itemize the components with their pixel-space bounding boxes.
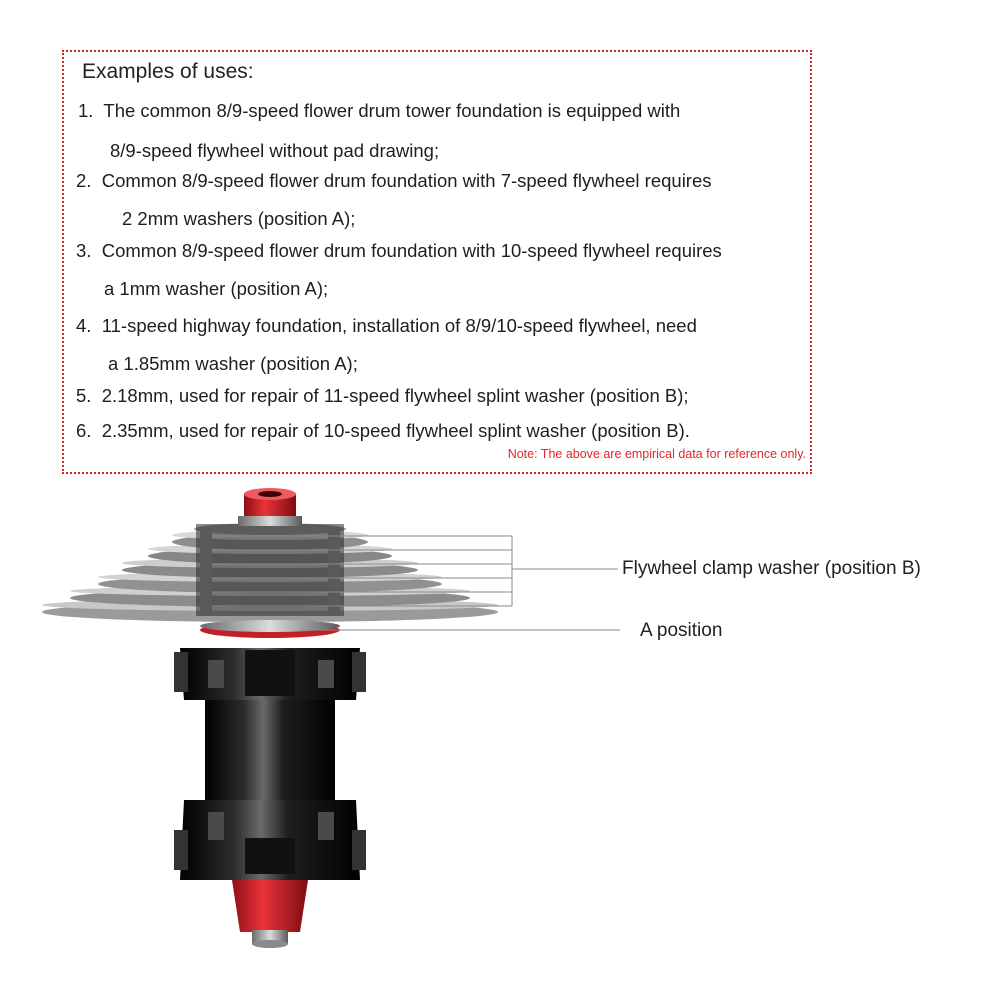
item-4-line-1: 4. 11-speed highway foundation, installation of 8/9/10-speed flywheel, need — [76, 315, 697, 336]
locknut-top — [238, 488, 302, 526]
cassette-cogs — [42, 523, 498, 622]
label-position-b: Flywheel clamp washer (position B) — [622, 558, 921, 579]
item-6-line-1: 6. 2.35mm, used for repair of 10-speed flywheel splint washer (position B). — [76, 420, 690, 441]
hub-cassette-diagram — [0, 478, 1000, 1000]
item-2-line-2: 2 2mm washers (position A); — [122, 208, 356, 229]
item-3-line-1: 3. Common 8/9-speed flower drum foundation with 10-speed flywheel requires — [76, 240, 722, 261]
item-3-line-2: a 1mm washer (position A); — [104, 278, 329, 299]
item-5-line-1: 5. 2.18mm, used for repair of 11-speed flywheel splint washer (position B); — [76, 385, 689, 406]
item-4-line-2: a 1.85mm washer (position A); — [108, 353, 358, 374]
item-1-line-1: 1. The common 8/9-speed flower drum tower foundation is equipped with — [78, 100, 681, 121]
hub-body — [174, 648, 366, 880]
item-2-line-1: 2. Common 8/9-speed flower drum foundation with 7-speed flywheel requires — [76, 170, 712, 191]
item-1-line-2: 8/9-speed flywheel without pad drawing; — [110, 140, 440, 161]
reference-note: Note: The above are empirical data for reference only. — [507, 447, 806, 461]
end-cap-bottom — [232, 880, 308, 948]
washer-a — [200, 620, 340, 638]
notes-title: Examples of uses: — [82, 60, 254, 83]
label-position-a: A position — [640, 620, 723, 641]
